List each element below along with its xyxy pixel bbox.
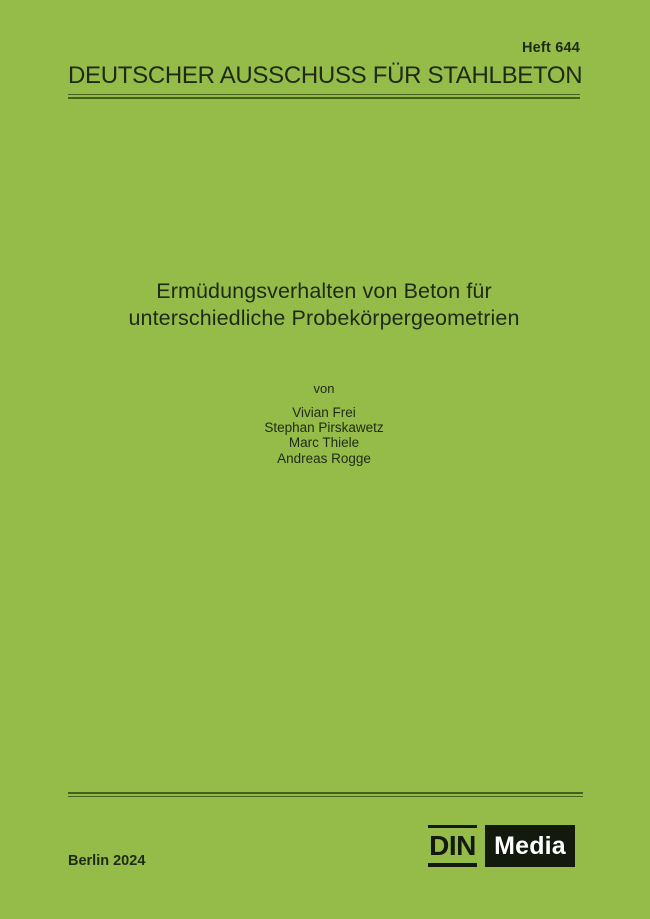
media-wordmark: Media bbox=[485, 825, 575, 867]
issue-label: Heft 644 bbox=[521, 40, 580, 56]
author-name: Marc Thiele bbox=[288, 435, 360, 451]
din-media-logo bbox=[428, 825, 575, 867]
masthead-rule bbox=[68, 94, 580, 99]
author-list bbox=[68, 405, 580, 466]
author-name: Stephan Pirskawetz bbox=[264, 420, 384, 436]
author-name: Vivian Frei bbox=[292, 405, 356, 420]
organization-name: DEUTSCHER AUSSCHUSS FÜR STAHLBETON bbox=[68, 62, 583, 89]
place-year: Berlin 2024 bbox=[68, 853, 146, 869]
author-name: Andreas Rogge bbox=[277, 450, 371, 466]
book-title bbox=[68, 278, 580, 331]
footer-rule bbox=[68, 792, 583, 797]
byline: von bbox=[313, 381, 335, 396]
din-logo: DIN bbox=[428, 825, 477, 867]
title-line-2: unterschiedliche Probekörpergeometrien bbox=[128, 305, 520, 330]
title-line-1: Ermüdungsverhalten von Beton für bbox=[156, 279, 492, 303]
